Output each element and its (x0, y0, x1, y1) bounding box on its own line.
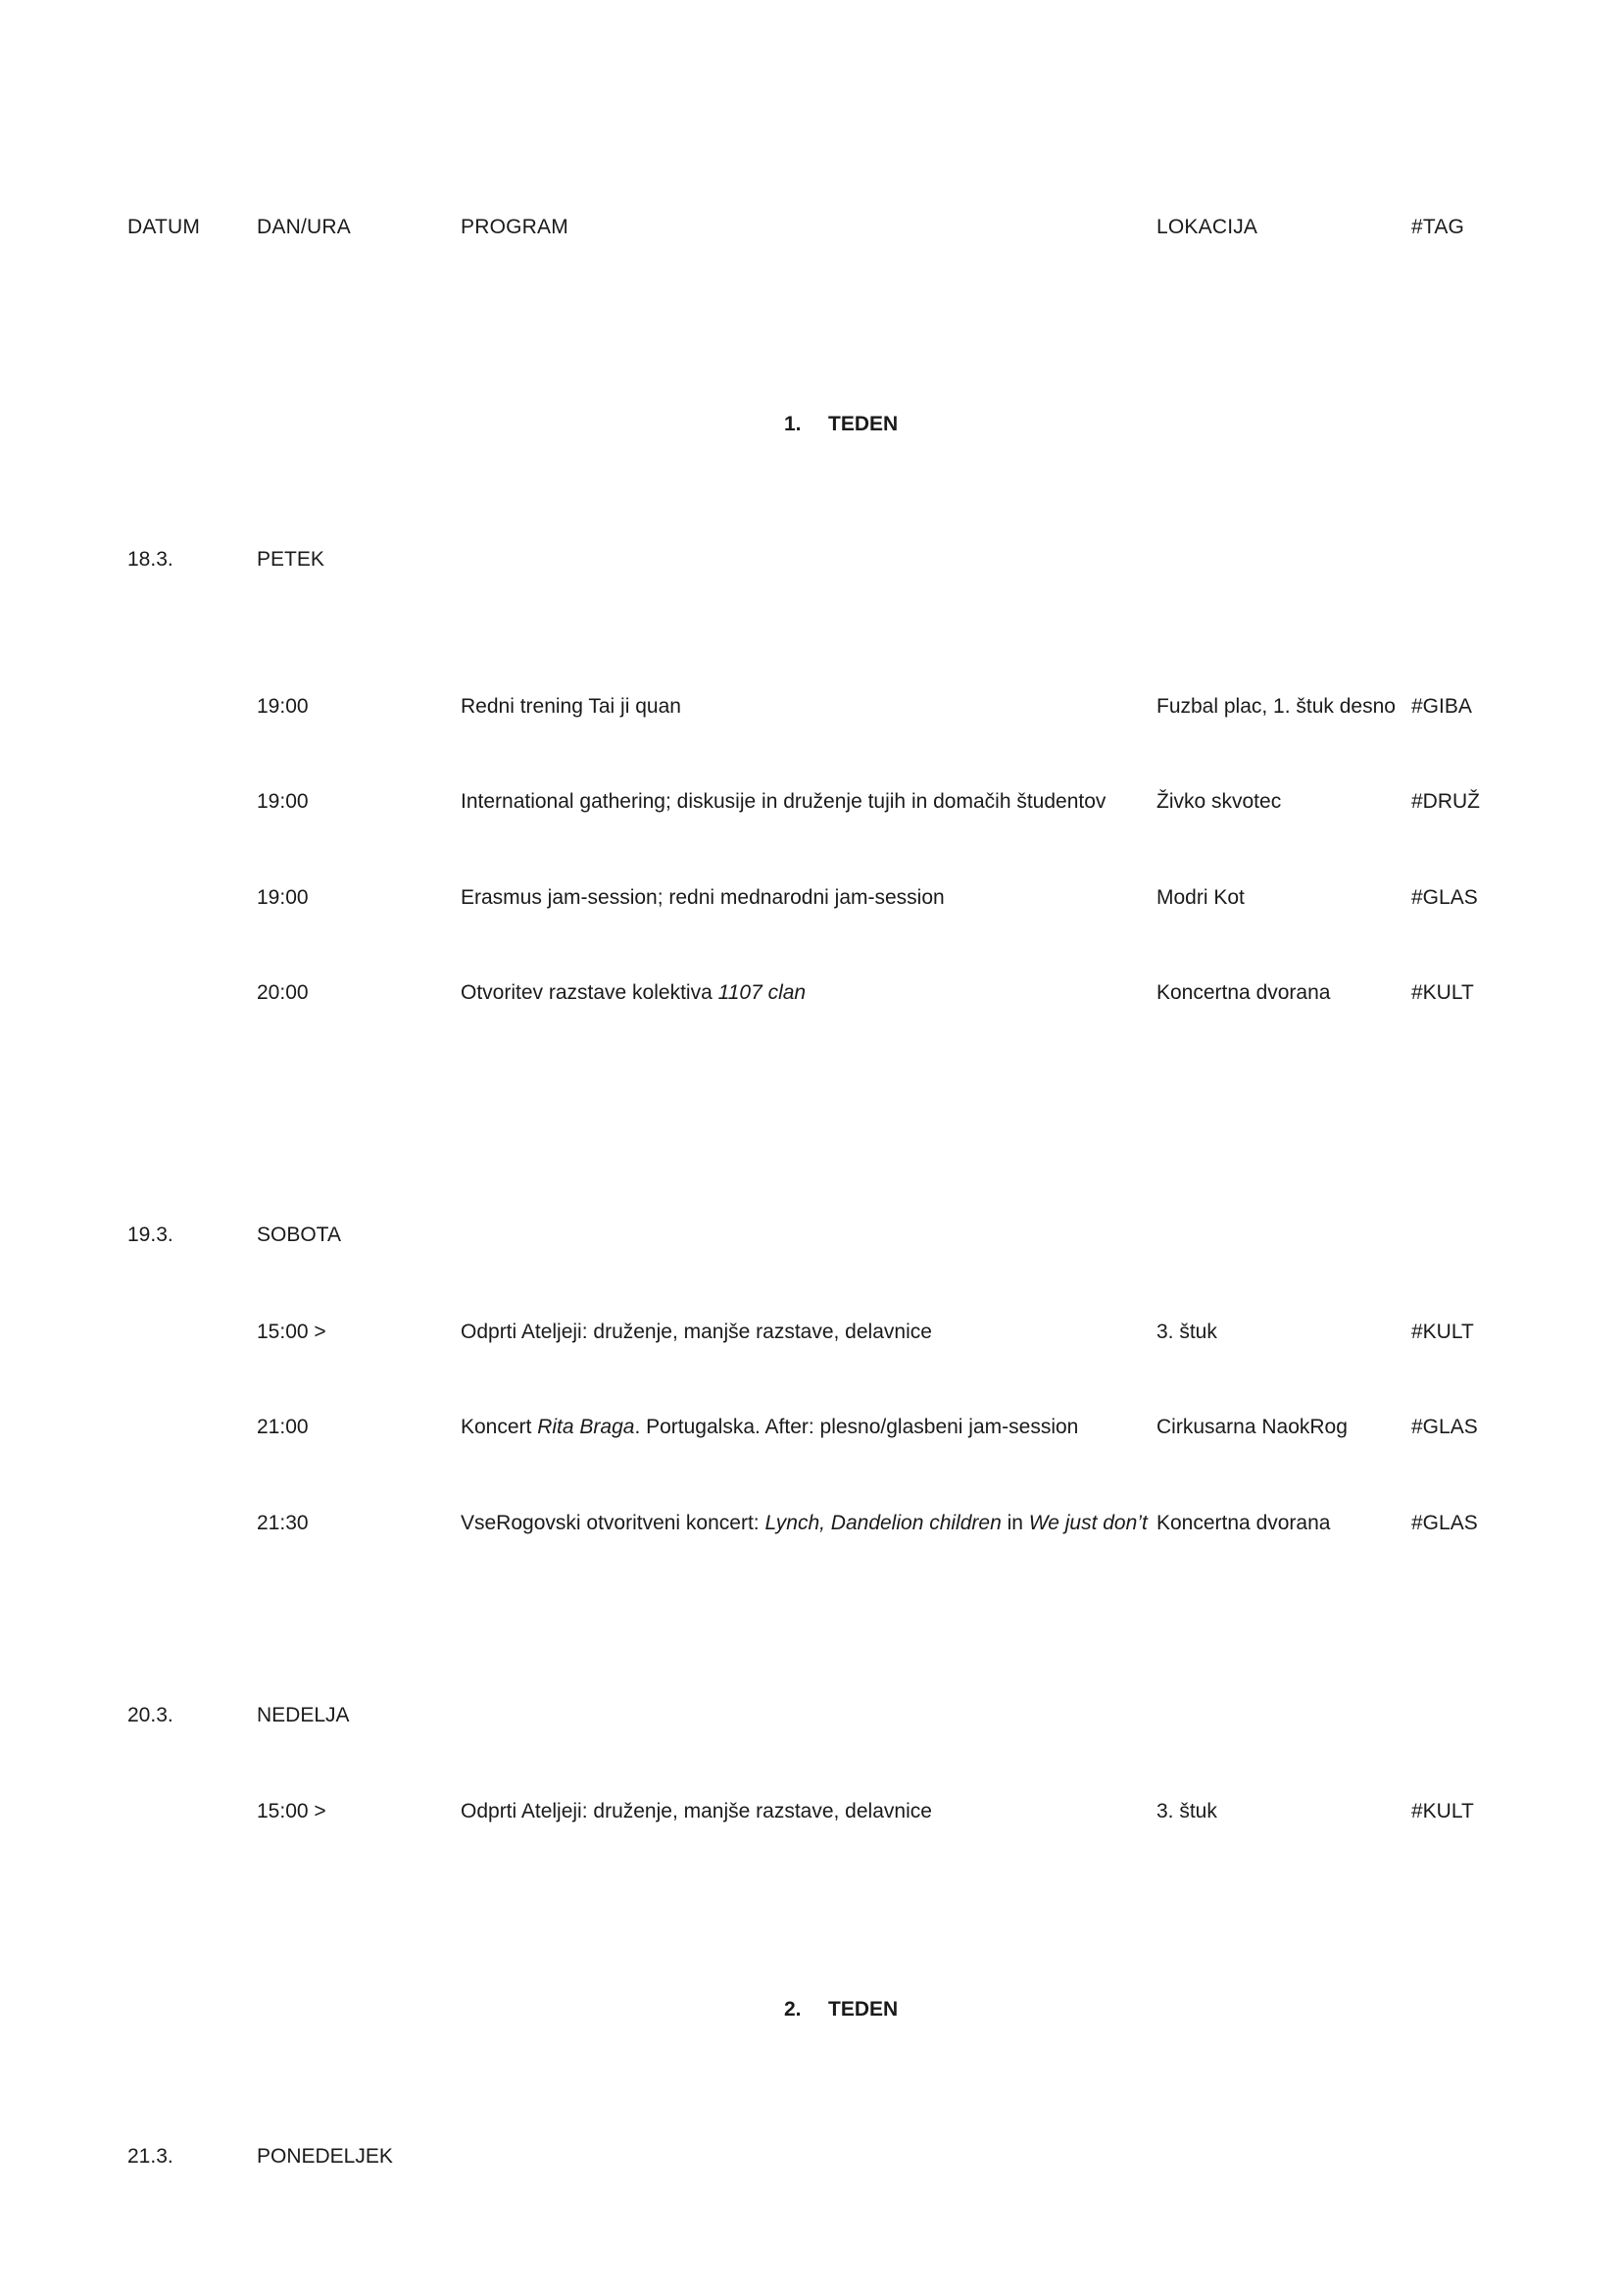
event-tag: #GIBA (1411, 695, 1472, 718)
header-dan-ura: DAN/URA (257, 216, 351, 238)
header-program: PROGRAM (461, 216, 568, 238)
event-location: Koncertna dvorana (1156, 1512, 1331, 1534)
event-location: Cirkusarna NaokRog (1156, 1416, 1348, 1438)
event-program-italic: Rita Braga (537, 1416, 635, 1438)
day-name: SOBOTA (257, 1223, 341, 1246)
day-row (0, 545, 1623, 574)
event-location: 3. štuk (1156, 1800, 1217, 1822)
event-program (461, 978, 806, 1008)
event-time: 15:00 > (257, 1800, 326, 1822)
event-program-italic-2: We just don’t (1028, 1512, 1148, 1534)
event-row (0, 692, 1623, 722)
day-date: 19.3. (127, 1223, 173, 1246)
event-time: 21:30 (257, 1512, 309, 1534)
event-program-italic: 1107 clan (717, 981, 807, 1004)
event-location: Koncertna dvorana (1156, 981, 1331, 1004)
event-program: International gathering; diskusije in druženje tujih in domačih študentov (461, 790, 1107, 813)
event-row (0, 1797, 1623, 1826)
event-row (0, 787, 1623, 817)
event-location: 3. štuk (1156, 1321, 1217, 1343)
event-tag: #KULT (1411, 1800, 1474, 1822)
day-date: 18.3. (127, 548, 173, 571)
event-tag: #DRUŽ (1411, 790, 1481, 813)
event-row (0, 1413, 1623, 1442)
event-program: Odprti Ateljeji: druženje, manjše razstave, delavnice (461, 1321, 932, 1343)
day-date: 21.3. (127, 2145, 173, 2168)
event-time: 20:00 (257, 981, 309, 1004)
event-program (461, 1509, 1148, 1538)
event-time: 19:00 (257, 790, 309, 813)
week-heading (0, 1995, 1623, 2024)
event-program (461, 1413, 1078, 1442)
day-name: PONEDELJEK (257, 2145, 393, 2168)
event-row (0, 1509, 1623, 1538)
week-label: TEDEN (828, 413, 899, 435)
table-header (0, 213, 1623, 242)
week-heading (0, 410, 1623, 439)
event-tag: #GLAS (1411, 886, 1478, 909)
day-row (0, 1221, 1623, 1250)
event-program-italic: Lynch, Dandelion children (764, 1512, 1002, 1534)
event-tag: #KULT (1411, 981, 1474, 1004)
header-tag: #TAG (1411, 216, 1465, 238)
header-datum: DATUM (127, 216, 201, 238)
event-row (0, 1318, 1623, 1347)
event-location: Živko skvotec (1156, 790, 1282, 813)
event-tag: #KULT (1411, 1321, 1474, 1343)
day-name: PETEK (257, 548, 324, 571)
event-program-text: Koncert (461, 1416, 538, 1438)
event-time: 21:00 (257, 1416, 309, 1438)
event-program: Redni trening Tai ji quan (461, 695, 681, 718)
event-location: Modri Kot (1156, 886, 1245, 909)
event-row (0, 883, 1623, 913)
event-program-text: Otvoritev razstave kolektiva (461, 981, 718, 1004)
header-lokacija: LOKACIJA (1156, 216, 1258, 238)
day-date: 20.3. (127, 1704, 173, 1726)
week-label: TEDEN (828, 1998, 899, 2021)
event-time: 15:00 > (257, 1321, 326, 1343)
event-location: Fuzbal plac, 1. štuk desno (1156, 695, 1396, 718)
event-program-text-suffix: . Portugalska. After: plesno/glasbeni jam-session (634, 1416, 1079, 1438)
day-row (0, 2142, 1623, 2171)
event-time: 19:00 (257, 695, 309, 718)
day-name: NEDELJA (257, 1704, 350, 1726)
event-program: Erasmus jam-session; redni mednarodni jam-session (461, 886, 945, 909)
week-number: 1. (784, 413, 802, 435)
event-row (0, 978, 1623, 1008)
event-program: Odprti Ateljeji: druženje, manjše razstave, delavnice (461, 1800, 932, 1822)
day-row (0, 1701, 1623, 1730)
event-time: 19:00 (257, 886, 309, 909)
event-program-text-mid: in (1001, 1512, 1029, 1534)
event-program-text: VseRogovski otvoritveni koncert: (461, 1512, 765, 1534)
week-number: 2. (784, 1998, 802, 2021)
event-tag: #GLAS (1411, 1416, 1478, 1438)
event-tag: #GLAS (1411, 1512, 1478, 1534)
